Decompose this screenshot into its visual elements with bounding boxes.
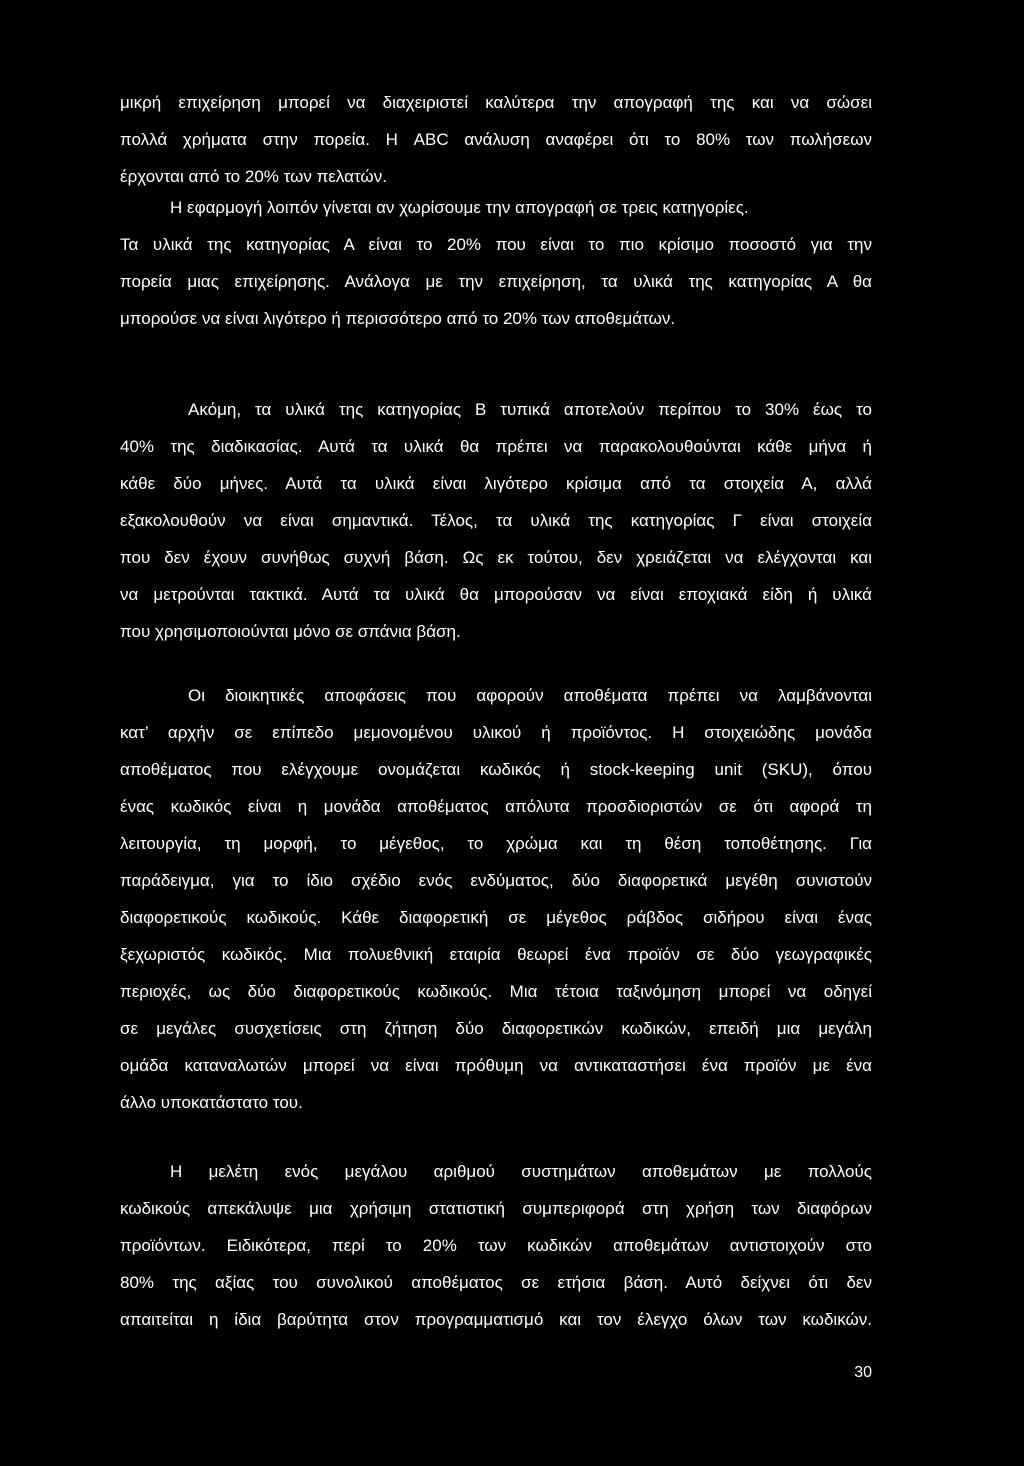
text-line: παράδειγμα, για το ίδιο σχέδιο ενός ενδύματος, δύο διαφορετικά μεγέθη συνιστούν: [120, 871, 872, 890]
text-line: μικρή επιχείρηση μπορεί να διαχειριστεί καλύτερα την απογραφή της και να σώσει: [120, 93, 872, 112]
text-line: πολλά χρήματα στην πορεία. Η ABC ανάλυση αναφέρει ότι το 80% των πωλήσεων: [120, 130, 872, 149]
text-line: κάθε δύο μήνες. Αυτά τα υλικά είναι λιγότερο κρίσιμα από τα στοιχεία Α, αλλά: [120, 474, 872, 493]
text-line: 40% της διαδικασίας. Αυτά τα υλικά θα πρέπει να παρακολουθούνται κάθε μήνα ή: [120, 437, 872, 456]
text-line: που χρησιμοποιούνται μόνο σε σπάνια βάση.: [120, 622, 461, 641]
text-line: Η εφαρμογή λοιπόν γίνεται αν χωρίσουμε την απογραφή σε τρεις κατηγορίες.: [170, 198, 749, 217]
text-line: κατ’ αρχήν σε επίπεδο μεμονομένου υλικού ή προϊόντος. Η στοιχειώδης μονάδα: [120, 723, 872, 742]
text-line: ξεχωριστός κωδικός. Μια πολυεθνική εταιρία θεωρεί ένα προϊόν σε δύο γεωγραφικές: [120, 945, 872, 964]
text-line: αποθέματος που ελέγχουμε ονομάζεται κωδικός ή stock-keeping unit (SKU), όπου: [120, 760, 872, 779]
text-line: σε μεγάλες συσχετίσεις στη ζήτηση δύο διαφορετικών κωδικών, επειδή μια μεγάλη: [120, 1019, 872, 1038]
text-line: ένας κωδικός είναι η μονάδα αποθέματος απόλυτα προσδιοριστών σε ότι αφορά τη: [120, 797, 872, 816]
text-line: άλλο υποκατάστατο του.: [120, 1093, 303, 1112]
text-line: απαιτείται η ίδια βαρύτητα στον προγραμματισμό και τον έλεγχο όλων των κωδικών.: [120, 1310, 872, 1329]
text-line: να μετρούνται τακτικά. Αυτά τα υλικά θα μπορούσαν να είναι εποχιακά είδη ή υλικά: [120, 585, 872, 604]
paragraph-statistics: [120, 1153, 872, 1338]
text-line: κωδικούς απεκάλυψε μια χρήσιμη στατιστική συμπεριφορά στη χρήση των διαφόρων: [120, 1199, 872, 1218]
paragraph-abc-intro: [120, 84, 872, 195]
text-line: προϊόντων. Ειδικότερα, περί το 20% των κωδικών αποθεμάτων αντιστοιχούν στο: [120, 1236, 872, 1255]
paragraph-category-a: [120, 189, 872, 337]
text-line: Οι διοικητικές αποφάσεις που αφορούν αποθέματα πρέπει να λαμβάνονται: [188, 686, 872, 705]
paragraph-category-b-c: [120, 391, 872, 650]
text-line: πορεία μιας επιχείρησης. Ανάλογα με την επιχείρηση, τα υλικά της κατηγορίας Α θα: [120, 272, 872, 291]
text-line: μπορούσε να είναι λιγότερο ή περισσότερο από το 20% των αποθεμάτων.: [120, 309, 676, 328]
page-number: 30: [854, 1364, 872, 1381]
text-line: εξακολουθούν να είναι σημαντικά. Τέλος, τα υλικά της κατηγορίας Γ είναι στοιχεία: [120, 511, 872, 530]
paragraph-sku: [120, 677, 872, 1121]
text-line: Τα υλικά της κατηγορίας Α είναι το 20% που είναι το πιο κρίσιμο ποσοστό για την: [120, 235, 872, 254]
text-line: διαφορετικούς κωδικούς. Κάθε διαφορετική σε μέγεθος ράβδος σιδήρου είναι ένας: [120, 908, 872, 927]
text-line: ομάδα καταναλωτών μπορεί να είναι πρόθυμη να αντικαταστήσει ένα προϊόν με ένα: [120, 1056, 872, 1075]
text-line: περιοχές, ως δύο διαφορετικούς κωδικούς. Μια τέτοια ταξινόμηση μπορεί να οδηγεί: [120, 982, 872, 1001]
text-line: έρχονται από το 20% των πελατών.: [120, 167, 387, 186]
text-line: λειτουργία, τη μορφή, το μέγεθος, το χρώμα και τη θέση τοποθέτησης. Για: [120, 834, 872, 853]
text-line: που δεν έχουν συνήθως συχνή βάση. Ως εκ τούτου, δεν χρειάζεται να ελέγχονται και: [120, 548, 872, 567]
text-line: Η μελέτη ενός μεγάλου αριθμού συστημάτων αποθεμάτων με πολλούς: [170, 1162, 872, 1181]
text-line: Ακόμη, τα υλικά της κατηγορίας Β τυπικά αποτελούν περίπου το 30% έως το: [188, 400, 872, 419]
text-line: 80% της αξίας του συνολικού αποθέματος σε ετήσια βάση. Αυτό δείχνει ότι δεν: [120, 1273, 872, 1292]
